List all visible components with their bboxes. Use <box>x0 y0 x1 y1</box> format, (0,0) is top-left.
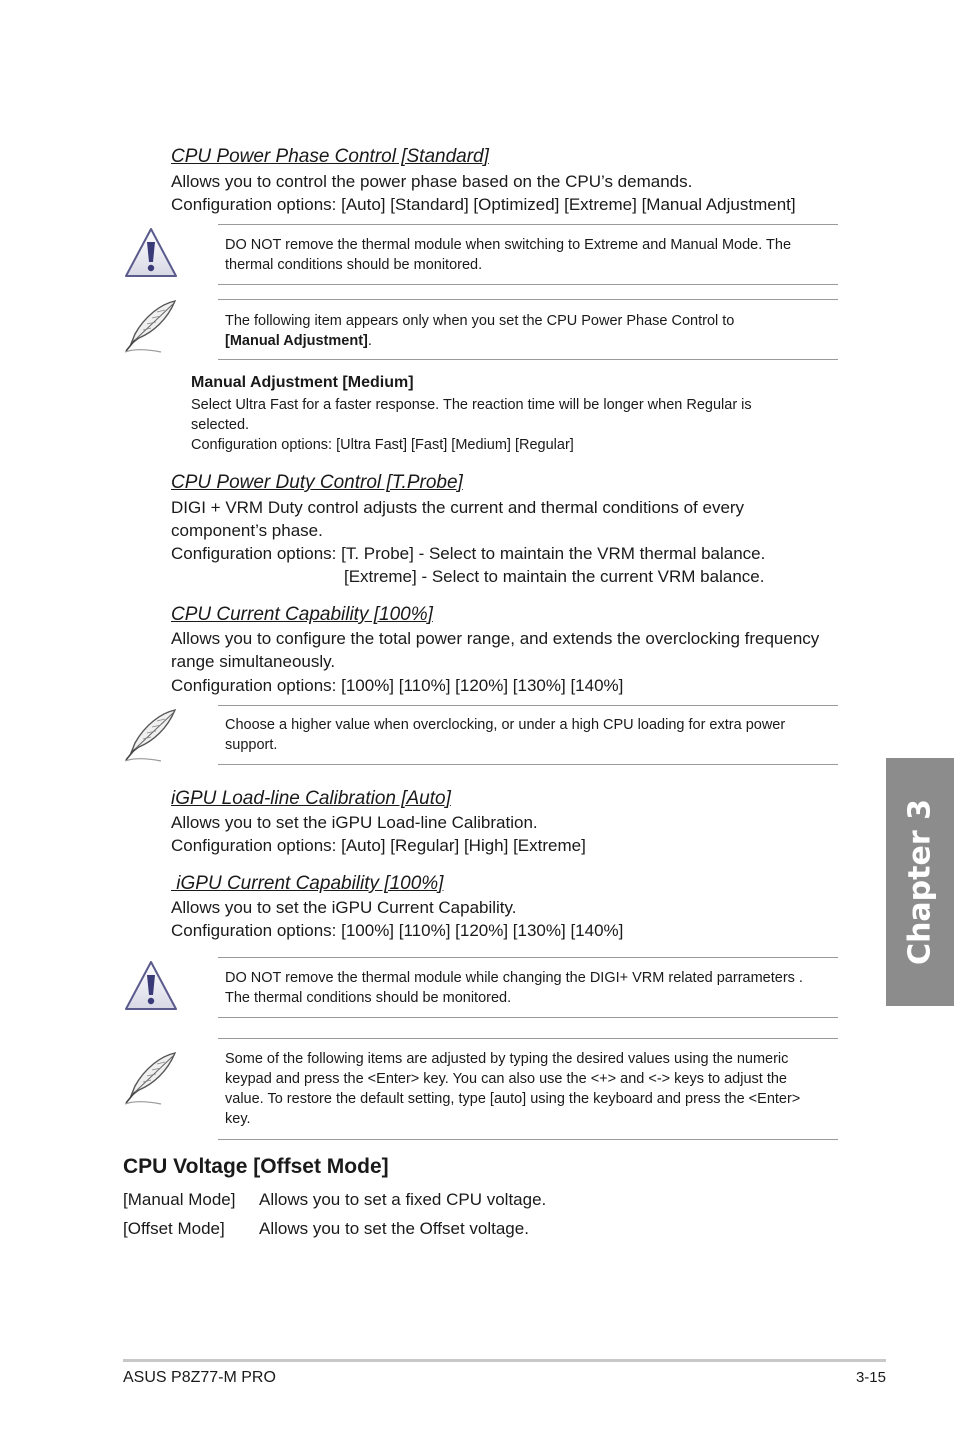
note-line: key. <box>225 1111 251 1127</box>
note-line: The following item appears only when you set the CPU Power Phase Control to <box>225 313 735 329</box>
warning-text <box>225 968 835 1008</box>
duty-control-options: [Extreme] - Select to maintain the current VRM balance. <box>344 567 765 586</box>
cpu-voltage-term: [Manual Mode] <box>123 1190 236 1209</box>
divider <box>218 764 838 765</box>
footer-product: ASUS P8Z77-M PRO <box>123 1369 276 1386</box>
feather-pen-icon <box>121 707 181 765</box>
desc-line: Select Ultra Fast for a faster response. The reaction time will be longer when Regular is <box>191 397 752 413</box>
power-phase-title: CPU Power Phase Control [Standard] <box>171 146 489 167</box>
warning-text <box>225 235 835 275</box>
desc-line: Configuration options: [Ultra Fast] [Fast] [Medium] [Regular] <box>191 437 574 453</box>
note-line <box>225 331 835 351</box>
chapter-tab <box>886 758 954 1006</box>
chapter-tab-label: Chapter 3 <box>902 799 938 965</box>
page-number: 3-15 <box>855 1369 886 1386</box>
note-line: value. To restore the default setting, type [auto] using the keyboard and press the <Enter> <box>225 1091 801 1107</box>
igpu-llc-title: iGPU Load-line Calibration [Auto] <box>171 788 451 809</box>
current-capability-options: Configuration options: [100%] [110%] [120%] [130%] [140%] <box>171 676 624 695</box>
cpu-voltage-desc: Allows you to set the Offset voltage. <box>259 1219 529 1238</box>
divider <box>218 1017 838 1018</box>
note-text <box>225 715 835 755</box>
divider <box>218 284 838 285</box>
note-text <box>225 311 835 351</box>
duty-control-desc: component’s phase. <box>171 521 323 540</box>
divider <box>218 299 838 300</box>
cpu-voltage-desc: Allows you to set a fixed CPU voltage. <box>259 1190 547 1209</box>
desc-line: selected. <box>191 417 250 433</box>
duty-control-title: CPU Power Duty Control [T.Probe] <box>171 472 463 493</box>
manual-adjustment-title: Manual Adjustment [Medium] <box>191 374 414 391</box>
current-capability-title: CPU Current Capability [100%] <box>171 604 433 625</box>
igpu-llc-options: Configuration options: [Auto] [Regular] [High] [Extreme] <box>171 836 586 855</box>
current-capability-desc: Allows you to configure the total power range, and extends the overclocking frequency <box>171 629 820 648</box>
manual-adjustment-desc <box>191 395 831 455</box>
divider <box>218 705 838 706</box>
divider <box>218 1038 838 1039</box>
warning-line: thermal conditions should be monitored. <box>225 257 483 273</box>
warning-line: The thermal conditions should be monitored. <box>225 990 512 1006</box>
cpu-voltage-term: [Offset Mode] <box>123 1219 225 1238</box>
warning-line: DO NOT remove the thermal module while changing the DIGI+ VRM related parrameters . <box>225 970 803 986</box>
footer-rule <box>123 1359 886 1362</box>
cpu-voltage-title: CPU Voltage [Offset Mode] <box>123 1155 389 1178</box>
igpu-current-title: iGPU Current Capability [100%] <box>171 873 444 894</box>
divider <box>218 359 838 360</box>
note-line: Choose a higher value when overclocking, or under a high CPU loading for extra power <box>225 717 786 733</box>
current-capability-desc: range simultaneously. <box>171 652 336 671</box>
duty-control-desc: DIGI + VRM Duty control adjusts the current and thermal conditions of every <box>171 498 745 517</box>
note-bold-text: [Manual Adjustment] <box>225 333 368 349</box>
note-tail: . <box>367 333 372 349</box>
feather-pen-icon <box>121 298 181 356</box>
warning-triangle-icon <box>123 959 179 1013</box>
warning-line: DO NOT remove the thermal module when switching to Extreme and Manual Mode. The <box>225 237 792 253</box>
note-line: support. <box>225 737 278 753</box>
power-phase-desc: Allows you to control the power phase based on the CPU’s demands. <box>171 172 693 191</box>
divider <box>218 224 838 225</box>
igpu-current-desc: Allows you to set the iGPU Current Capability. <box>171 898 517 917</box>
note-line: keypad and press the <Enter> key. You can also use the <+> and <-> keys to adjust the <box>225 1071 787 1087</box>
feather-pen-icon <box>121 1050 181 1108</box>
divider <box>218 957 838 958</box>
power-phase-options: Configuration options: [Auto] [Standard] [Optimized] [Extreme] [Manual Adjustment] <box>171 195 796 214</box>
igpu-current-options: Configuration options: [100%] [110%] [120%] [130%] [140%] <box>171 921 624 940</box>
duty-control-options: Configuration options: [T. Probe] - Select to maintain the VRM thermal balance. <box>171 544 766 563</box>
igpu-llc-desc: Allows you to set the iGPU Load-line Calibration. <box>171 813 538 832</box>
note-line: Some of the following items are adjusted by typing the desired values using the numeric <box>225 1051 789 1067</box>
warning-triangle-icon <box>123 226 179 280</box>
divider <box>218 1139 838 1140</box>
note-text <box>225 1049 835 1129</box>
